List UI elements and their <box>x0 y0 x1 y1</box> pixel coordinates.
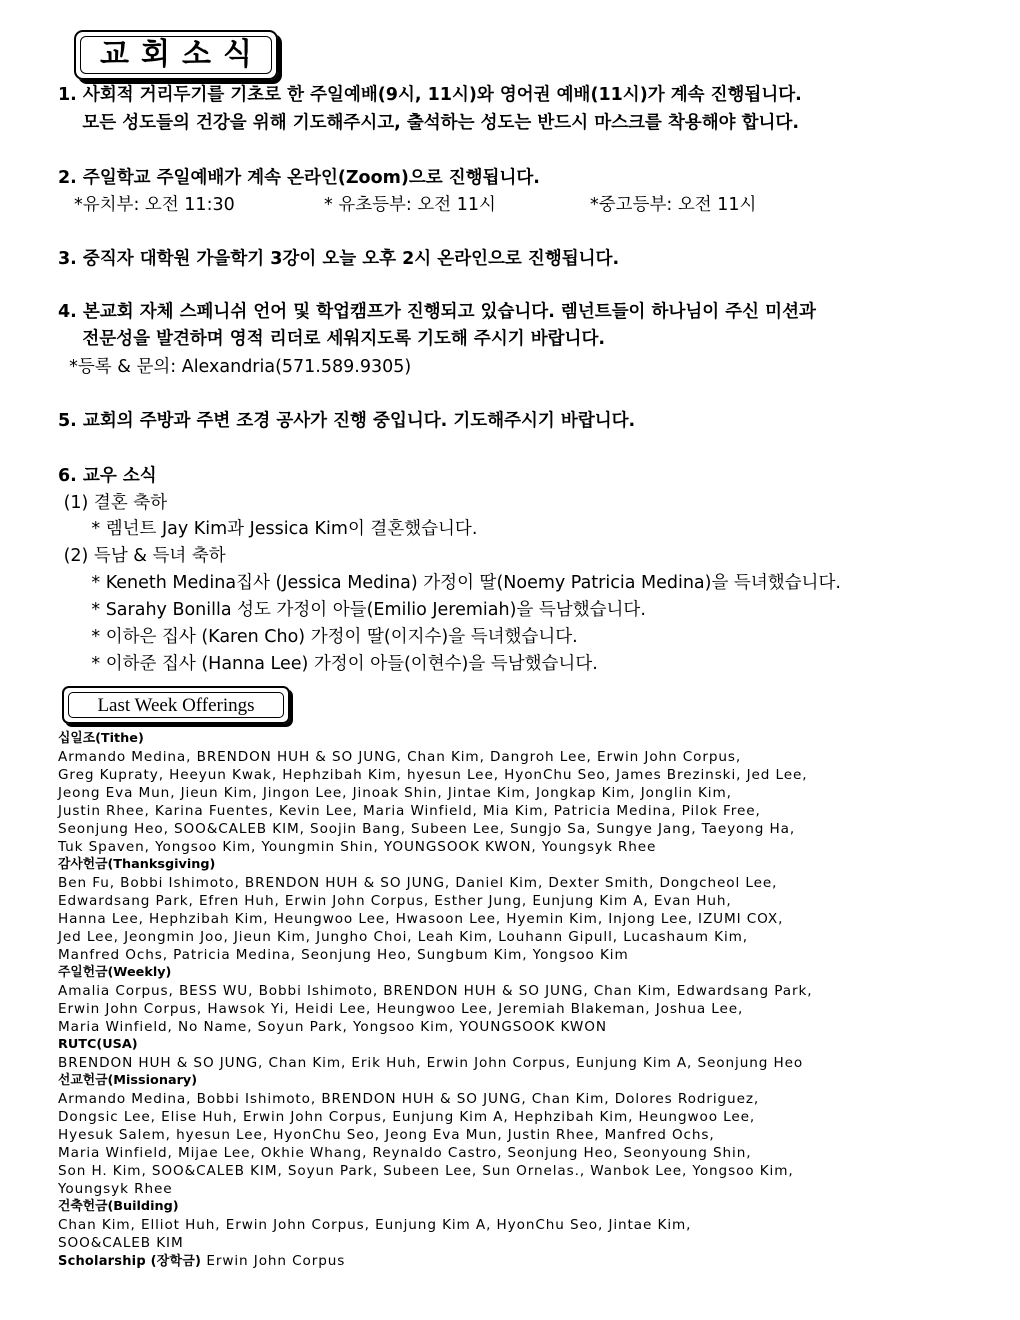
news-6-birth-item-3: * 이하은 집사 (Karen Cho) 가정이 딸(이지수)을 득녀했습니다. <box>58 627 578 647</box>
news-2-schedule-kinder: *유치부: 오전 11:30 <box>74 195 235 215</box>
tithe-names-line: Tuk Spaven, Yongsoo Kim, Youngmin Shin, YOUNGSOOK KWON, Youngsyk Rhee <box>58 839 657 855</box>
scholarship-heading: Scholarship (장학금) <box>58 1254 202 1269</box>
tithe-names-line: Jeong Eva Mun, Jieun Kim, Jingon Lee, Jinoak Shin, Jintae Kim, Jongkap Kim, Jonglin Kim, <box>58 785 732 801</box>
news-2-line-1: 2. 주일학교 주일예배가 계속 온라인(Zoom)으로 진행됩니다. <box>58 168 540 188</box>
thanksgiving-names-line: Edwardsang Park, Efren Huh, Erwin John Corpus, Esther Jung, Eunjung Kim A, Evan Huh, <box>58 893 732 909</box>
news-1-line-1: 1. 사회적 거리두기를 기초로 한 주일예배(9시, 11시)와 영어권 예배(11시)가 계속 진행됩니다. <box>58 85 802 105</box>
news-2-schedule-elementary: * 유초등부: 오전 11시 <box>324 195 496 215</box>
missionary-names-line: Maria Winfield, Mijae Lee, Okhie Whang, Reynaldo Castro, Seonjung Heo, Seonyoung Shin, <box>58 1145 752 1161</box>
weekly-heading: 주일헌금(Weekly) <box>58 965 172 980</box>
weekly-names-line: Amalia Corpus, BESS WU, Bobbi Ishimoto, BRENDON HUH & SO JUNG, Chan Kim, Edwardsang Park, <box>58 983 813 999</box>
news-6-birth-item-4: * 이하준 집사 (Hanna Lee) 가정이 아들(이현수)을 득남했습니다. <box>58 654 598 674</box>
tithe-names-line: Seonjung Heo, SOO&CALEB KIM, Soojin Bang, Subeen Lee, Sungjo Sa, Sungye Jang, Taeyong Ha, <box>58 821 796 837</box>
weekly-names-line: Erwin John Corpus, Hawsok Yi, Heidi Lee, Heungwoo Lee, Jeremiah Blakeman, Joshua Lee, <box>58 1001 744 1017</box>
thanksgiving-heading: 감사헌금(Thanksgiving) <box>58 857 216 872</box>
church-news-title: 교회소식 <box>100 37 264 72</box>
missionary-names-line: Hyesuk Salem, hyesun Lee, HyonChu Seo, Jeong Eva Mun, Justin Rhee, Manfred Ochs, <box>58 1127 715 1143</box>
missionary-names-line: Armando Medina, Bobbi Ishimoto, BRENDON HUH & SO JUNG, Chan Kim, Dolores Rodriguez, <box>58 1091 760 1107</box>
missionary-names-line: Youngsyk Rhee <box>58 1181 173 1197</box>
news-4-line-2: 전문성을 발견하며 영적 리더로 세워지도록 기도해 주시기 바랍니다. <box>58 329 606 349</box>
missionary-names-line: Son H. Kim, SOO&CALEB KIM, Soyun Park, Subeen Lee, Sun Ornelas., Wanbok Lee, Yongsoo Kim, <box>58 1163 794 1179</box>
church-news-title-frame <box>80 36 272 74</box>
news-4-line-1: 4. 본교회 자체 스페니쉬 언어 및 학업캠프가 진행되고 있습니다. 렘넌트들이 하나님이 주신 미션과 <box>58 302 816 322</box>
weekly-names-line: Maria Winfield, No Name, Soyun Park, Yongsoo Kim, YOUNGSOOK KWON <box>58 1019 607 1035</box>
news-1-line-2: 모든 성도들의 건강을 위해 기도해주시고, 출석하는 성도는 반드시 마스크를 착용해야 합니다. <box>58 113 799 133</box>
news-6-birth-item-2: * Sarahy Bonilla 성도 가정이 아들(Emilio Jeremiah)을 득남했습니다. <box>58 600 646 620</box>
tithe-heading: 십일조(Tithe) <box>58 731 144 746</box>
tithe-names-line: Greg Kupraty, Heeyun Kwak, Hephzibah Kim, hyesun Lee, HyonChu Seo, James Brezinski, Jed Lee, <box>58 767 808 783</box>
building-heading: 건축헌금(Building) <box>58 1199 179 1214</box>
tithe-names-line: Justin Rhee, Karina Fuentes, Kevin Lee, Maria Winfield, Mia Kim, Patricia Medina, Pilok Free, <box>58 803 761 819</box>
offerings-list <box>58 730 978 1270</box>
missionary-heading: 선교헌금(Missionary) <box>58 1073 198 1088</box>
news-6-birth-heading: (2) 득남 & 득녀 축하 <box>58 546 226 566</box>
offerings-title-frame <box>68 692 284 718</box>
rutc-names-line: BRENDON HUH & SO JUNG, Chan Kim, Erik Huh, Erwin John Corpus, Eunjung Kim A, Seonjung Heo <box>58 1055 804 1071</box>
news-6-heading: 6. 교우 소식 <box>58 466 157 486</box>
scholarship-names: Erwin John Corpus <box>206 1253 346 1269</box>
building-names-line: Chan Kim, Elliot Huh, Erwin John Corpus, Eunjung Kim A, HyonChu Seo, Jintae Kim, <box>58 1217 692 1233</box>
thanksgiving-names-line: Jed Lee, Jeongmin Joo, Jieun Kim, Jungho Choi, Leah Kim, Louhann Gipull, Lucashaum Kim, <box>58 929 749 945</box>
news-6-birth-item-1: * Keneth Medina집사 (Jessica Medina) 가정이 딸(Noemy Patricia Medina)을 득녀했습니다. <box>58 573 841 593</box>
thanksgiving-names-line: Manfred Ochs, Patricia Medina, Seonjung Heo, Sungbum Kim, Yongsoo Kim <box>58 947 629 963</box>
rutc-heading: RUTC(USA) <box>58 1037 138 1052</box>
church-news-title-box <box>74 30 278 80</box>
offerings-title-box <box>62 686 290 724</box>
missionary-names-line: Dongsic Lee, Elise Huh, Erwin John Corpus, Eunjung Kim A, Hephzibah Kim, Heungwoo Lee, <box>58 1109 756 1125</box>
tithe-names-line: Armando Medina, BRENDON HUH & SO JUNG, Chan Kim, Dangroh Lee, Erwin John Corpus, <box>58 749 742 765</box>
news-4-contact: *등록 & 문의: Alexandria(571.589.9305) <box>58 357 412 377</box>
news-3-line-1: 3. 중직자 대학원 가을학기 3강이 오늘 오후 2시 온라인으로 진행됩니다. <box>58 249 620 269</box>
thanksgiving-names-line: Hanna Lee, Hephzibah Kim, Heungwoo Lee, Hwasoon Lee, Hyemin Kim, Injong Lee, IZUMI COX, <box>58 911 784 927</box>
news-5-line-1: 5. 교회의 주방과 주변 조경 공사가 진행 중입니다. 기도해주시기 바랍니다. <box>58 411 636 431</box>
thanksgiving-names-line: Ben Fu, Bobbi Ishimoto, BRENDON HUH & SO JUNG, Daniel Kim, Dexter Smith, Dongcheol Lee, <box>58 875 778 891</box>
news-2-schedule-secondary: *중고등부: 오전 11시 <box>590 195 757 215</box>
building-names-line: SOO&CALEB KIM <box>58 1235 184 1251</box>
scholarship-line <box>58 1252 978 1270</box>
news-6-wedding-item: * 렘넌트 Jay Kim과 Jessica Kim이 결혼했습니다. <box>58 519 478 539</box>
news-6-wedding-heading: (1) 결혼 축하 <box>58 493 168 513</box>
offerings-title: Last Week Offerings <box>97 694 255 716</box>
